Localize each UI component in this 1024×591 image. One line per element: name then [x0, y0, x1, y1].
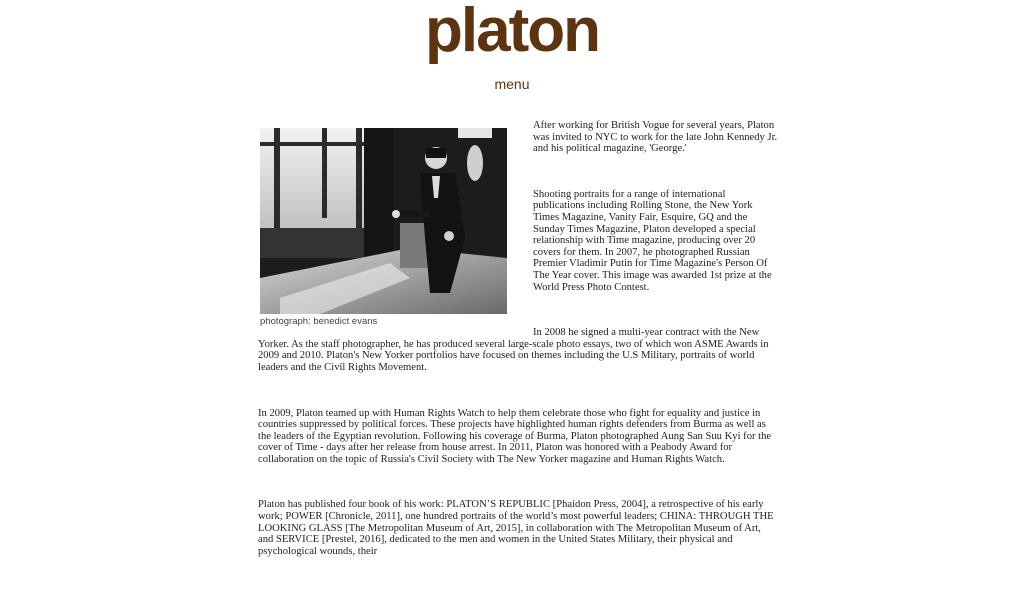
bio-paragraph: In 2008 he signed a multi-year contract with the New Yorker. As the staff photographer, he has produced several large-scale photo essays, two of which won ASME Awards in 2009 and 2010. Platon's New Yorker portfolios have focused on themes including the U.S Military, portraits of world leaders and the Civil Rights Movement.	[258, 327, 769, 373]
menu-link[interactable]: menu	[494, 76, 530, 92]
bio-paragraph: Platon has published four book of his work: PLATON’S REPUBLIC [Phaidon Press, 2004], a retrospective of his early work; POWER [Chronicle, 2011], one hundred portraits of the world’s most powerful leaders; CHINA: THROUGH THE LOOKING GLASS [The Metropolitan Museum of Art, 2015], in collaboration with The Metropolitan Museum of Art, and SERVICE [Prestel, 2016], dedicated to the men and women in the United States Military, their physical and psychological wounds, their	[258, 499, 774, 557]
photo-caption: photograph: benedict evans	[260, 316, 378, 327]
portrait-photo	[260, 128, 507, 314]
site-logo[interactable]: platon	[425, 0, 599, 65]
photo-figure	[260, 128, 507, 327]
photo-image-icon	[260, 128, 507, 314]
bio-content	[258, 120, 778, 591]
bio-paragraph: After working for British Vogue for several years, Platon was invited to NYC to work for the late John Kennedy Jr. and his political magazine, 'George.'	[533, 120, 778, 155]
site-header	[0, 0, 1024, 92]
bio-paragraph: Shooting portraits for a range of international publications including Rolling Stone, the New York Times Magazine, Vanity Fair, Esquire, GQ and the Sunday Times Magazine, Platon developed a special relationship with Time magazine, producing over 20 covers for them. In 2007, he photographed Russian Premier Vladimir Putin for Time Magazine's Person Of The Year cover. This image was awarded 1st prize at the World Press Photo Contest.	[533, 188, 772, 293]
bio-paragraph: In 2009, Platon teamed up with Human Rights Watch to help them celebrate those who fight for equality and justice in countries suppressed by political forces. These projects have highlighted human rights defenders from Burma as well as the leaders of the Egyptian revolution. Following his coverage of Burma, Platon photographed Aung San Suu Kyi for the cover of Time - days after her release from house arrest. In 2011, Platon was honored with a Peabody Award for collaboration on the topic of Russia's Civil Society with The New Yorker magazine and Human Rights Watch.	[258, 407, 772, 465]
